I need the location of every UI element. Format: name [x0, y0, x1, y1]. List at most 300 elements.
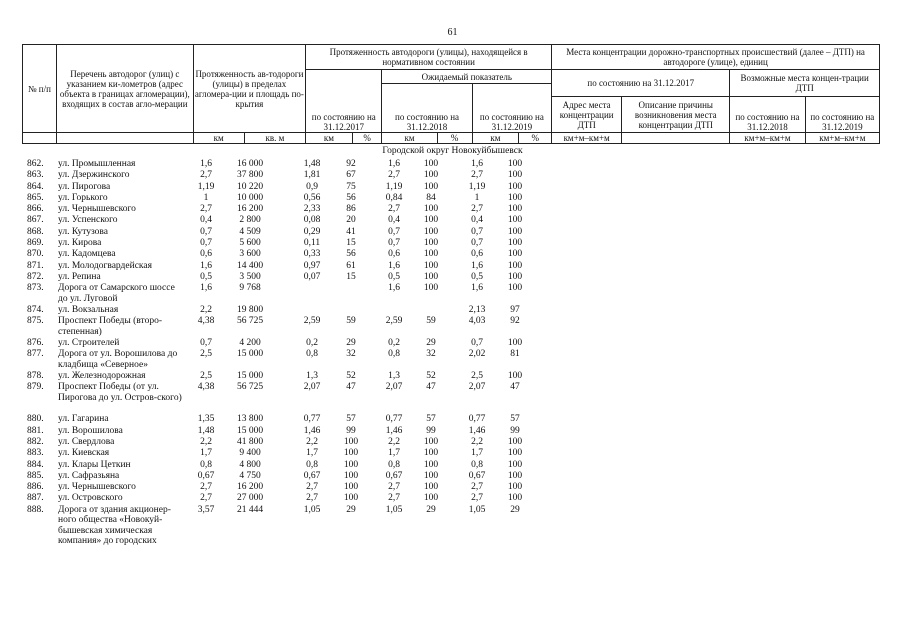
cell-s17p: 100 — [343, 459, 359, 470]
cell-s18km: 0,5 — [388, 271, 400, 282]
cell-s19km: 0,7 — [471, 226, 483, 237]
cell-s17km: 0,08 — [303, 215, 321, 226]
header-num: № п/п — [23, 45, 57, 133]
cell-s17p: 56 — [346, 249, 356, 260]
cell-s19p: 29 — [510, 504, 520, 515]
cell-km: 1,6 — [200, 159, 212, 169]
cell-kvm: 16 200 — [236, 482, 264, 493]
cell-s18km: 1,19 — [385, 181, 403, 192]
unit-kvm: кв. м — [244, 133, 306, 144]
unit-km-2018: км — [382, 133, 437, 144]
cell-num: 881. — [27, 425, 44, 436]
cell-s19p: 100 — [507, 215, 523, 226]
header-possible: Возможные места концен-трации ДТП — [730, 70, 880, 97]
table-row — [0, 505, 905, 548]
cell-s19p: 100 — [507, 226, 523, 237]
cell-num: 875. — [27, 316, 44, 327]
cell-km: 4,38 — [197, 382, 215, 393]
cell-kvm: 4 509 — [239, 226, 261, 237]
cell-num: 867. — [27, 215, 44, 226]
cell-s17km: 0,77 — [303, 414, 321, 425]
cell-s19km: 2,7 — [471, 204, 483, 215]
cell-km: 2,2 — [200, 436, 212, 447]
cell-name: ул. Гагарина — [58, 414, 109, 425]
cell-num: 868. — [27, 226, 44, 237]
cell-s19p: 100 — [507, 204, 523, 215]
cell-s17km: 2,07 — [303, 382, 321, 393]
cell-s18km: 1,6 — [388, 283, 400, 294]
cell-name: ул. Пирогова — [58, 181, 111, 192]
unit-pct-2018: % — [437, 133, 472, 144]
cell-num: 870. — [27, 249, 44, 260]
cell-s18p: 47 — [426, 382, 436, 393]
unit-kmm-2018: км+м–км+м — [730, 133, 805, 144]
cell-km: 2,7 — [200, 493, 212, 504]
table-row — [0, 182, 905, 193]
cell-s17p: 86 — [346, 204, 356, 215]
cell-name: ул. Ворошилова — [58, 425, 123, 436]
cell-s19p: 100 — [507, 192, 523, 203]
cell-s18p: 57 — [426, 414, 436, 425]
table-row — [0, 261, 905, 272]
cell-s18p: 100 — [423, 436, 439, 447]
cell-km: 0,7 — [200, 226, 212, 237]
table-row — [0, 426, 905, 437]
cell-kvm: 5 600 — [239, 238, 261, 249]
unit-empty-name — [56, 133, 193, 144]
header-as-of-2018-possible: по состоянию на 31.12.2018 — [730, 97, 805, 133]
table-header — [22, 44, 880, 144]
cell-km: 0,7 — [200, 337, 212, 348]
cell-s17p: 100 — [343, 448, 359, 459]
cell-s19p: 97 — [510, 304, 520, 315]
unit-km-2019: км — [472, 133, 519, 144]
cell-kvm: 41 800 — [236, 436, 264, 447]
cell-s18km: 1,3 — [388, 370, 400, 381]
cell-s19km: 1,19 — [468, 181, 486, 192]
cell-kvm: 10 220 — [236, 181, 264, 192]
cell-s18km: 0,2 — [388, 337, 400, 348]
cell-name: Дорога от здания акционер-ного общества «Новокуй-бышевская химическая компания» до городских — [58, 504, 171, 546]
table-row — [0, 227, 905, 238]
cell-s19p: 100 — [507, 170, 523, 181]
cell-s18km: 1,46 — [385, 425, 403, 436]
table-row — [0, 437, 905, 448]
cell-s19p: 100 — [507, 459, 523, 470]
cell-num: 866. — [27, 204, 44, 215]
header-as-of-2019: по состоянию на 31.12.2019 — [472, 84, 552, 133]
cell-name: ул. Строителей — [58, 337, 120, 348]
cell-s18km: 0,7 — [388, 238, 400, 249]
header-dtp-2017: по состоянию на 31.12.2017 — [552, 70, 730, 97]
cell-num: 880. — [27, 414, 44, 425]
cell-kvm: 3 600 — [239, 249, 261, 260]
cell-s18p: 100 — [423, 493, 439, 504]
cell-num: 864. — [27, 181, 44, 192]
cell-s17p: 92 — [346, 159, 356, 169]
cell-kvm: 4 800 — [239, 459, 261, 470]
cell-km: 1,6 — [200, 260, 212, 271]
cell-km: 0,4 — [200, 215, 212, 226]
table-row — [0, 272, 905, 283]
cell-s18p: 100 — [423, 215, 439, 226]
cell-km: 1,19 — [197, 181, 215, 192]
cell-s17p: 67 — [346, 170, 356, 181]
cell-name: ул. Кадомцева — [58, 249, 116, 260]
cell-s17km: 0,9 — [306, 181, 318, 192]
cell-s19km: 4,03 — [468, 316, 486, 327]
cell-s18km: 0,4 — [388, 215, 400, 226]
cell-s17km: 0,29 — [303, 226, 321, 237]
table-row — [0, 159, 905, 170]
cell-num: 877. — [27, 349, 44, 360]
cell-num: 886. — [27, 482, 44, 493]
cell-s18p: 100 — [423, 448, 439, 459]
cell-name: ул. Репина — [58, 271, 101, 282]
cell-kvm: 21 444 — [236, 504, 264, 515]
cell-s19km: 0,5 — [471, 271, 483, 282]
table-row — [0, 193, 905, 204]
cell-num: 888. — [27, 504, 44, 515]
cell-km: 1 — [203, 192, 209, 203]
cell-s17p: 15 — [346, 238, 356, 249]
cell-num: 862. — [27, 159, 44, 169]
cell-num: 873. — [27, 283, 44, 294]
cell-s19km: 0,4 — [471, 215, 483, 226]
cell-s19p: 100 — [507, 482, 523, 493]
cell-kvm: 13 800 — [236, 414, 264, 425]
cell-s19p: 100 — [507, 493, 523, 504]
cell-kvm: 10 000 — [236, 192, 264, 203]
cell-s19p: 100 — [507, 337, 523, 348]
table-row — [0, 283, 905, 305]
header-dtp: Места концентрации дорожно-транспортных происшествий (далее – ДТП) на автодороге (улице), единиц — [552, 45, 880, 70]
cell-s19km: 0,8 — [471, 459, 483, 470]
cell-s19p: 100 — [507, 159, 523, 169]
cell-s19km: 0,6 — [471, 249, 483, 260]
table-row — [0, 349, 905, 371]
cell-name: ул. Островского — [58, 493, 123, 504]
cell-km: 0,8 — [200, 459, 212, 470]
table-row — [0, 338, 905, 349]
cell-km: 2,7 — [200, 482, 212, 493]
cell-s17p: 99 — [346, 425, 356, 436]
cell-s17p: 20 — [346, 215, 356, 226]
table-row — [0, 482, 905, 493]
cell-s17p: 61 — [346, 260, 356, 271]
cell-s19km: 0,77 — [468, 414, 486, 425]
cell-s17p: 56 — [346, 192, 356, 203]
cell-s18p: 29 — [426, 337, 436, 348]
cell-s18p: 84 — [426, 192, 436, 203]
cell-num: 871. — [27, 260, 44, 271]
cell-s19p: 100 — [507, 238, 523, 249]
cell-s18km: 2,07 — [385, 382, 403, 393]
cell-s19km: 1,7 — [471, 448, 483, 459]
cell-kvm: 19 800 — [236, 304, 264, 315]
cell-s17km: 0,2 — [306, 337, 318, 348]
cell-s19km: 1 — [474, 192, 480, 203]
cell-kvm: 15 000 — [236, 349, 264, 360]
cell-kvm: 16 000 — [236, 159, 264, 169]
cell-s17p: 15 — [346, 271, 356, 282]
header-reason: Описание причины возникновения места концентрации ДТП — [622, 97, 730, 133]
table-row — [0, 414, 905, 425]
cell-kvm: 4 750 — [239, 470, 261, 481]
cell-s17p: 32 — [346, 349, 356, 360]
cell-km: 2,7 — [200, 204, 212, 215]
cell-s18km: 1,6 — [388, 260, 400, 271]
table-row — [0, 371, 905, 382]
cell-s17km: 2,33 — [303, 204, 321, 215]
cell-s18p: 100 — [423, 249, 439, 260]
cell-s18km: 0,67 — [385, 470, 403, 481]
cell-s19p: 47 — [510, 382, 520, 393]
cell-kvm: 2 800 — [239, 215, 261, 226]
cell-s18km: 1,05 — [385, 504, 403, 515]
cell-kvm: 15 000 — [236, 370, 264, 381]
table-row — [0, 204, 905, 215]
cell-num: 872. — [27, 271, 44, 282]
cell-s19km: 1,6 — [471, 159, 483, 169]
cell-num: 879. — [27, 382, 44, 393]
cell-name: Дорога от ул. Ворошилова до кладбища «Северное» — [58, 349, 178, 370]
cell-km: 2,5 — [200, 349, 212, 360]
cell-name: ул. Успенского — [58, 215, 118, 226]
cell-s17km: 1,3 — [306, 370, 318, 381]
cell-s18p: 100 — [423, 238, 439, 249]
cell-s18km: 1,7 — [388, 448, 400, 459]
cell-name: ул. Чернышевского — [58, 204, 136, 215]
cell-s18km: 2,2 — [388, 436, 400, 447]
cell-s17km: 0,56 — [303, 192, 321, 203]
table-row — [0, 460, 905, 471]
cell-s18km: 0,84 — [385, 192, 403, 203]
cell-num: 878. — [27, 370, 44, 381]
table-row — [0, 493, 905, 504]
cell-num: 884. — [27, 459, 44, 470]
cell-s19km: 1,6 — [471, 260, 483, 271]
cell-s19km: 2,7 — [471, 493, 483, 504]
header-expected: Ожидаемый показатель — [382, 70, 552, 84]
cell-km: 0,6 — [200, 249, 212, 260]
cell-kvm: 37 800 — [236, 170, 264, 181]
cell-s17p: 100 — [343, 493, 359, 504]
cell-s17p: 100 — [343, 436, 359, 447]
cell-num: 883. — [27, 448, 44, 459]
cell-s18p: 100 — [423, 226, 439, 237]
cell-name: ул. Дзержинского — [58, 170, 130, 181]
cell-name: ул. Вокзальная — [58, 304, 119, 315]
cell-s19km: 2,13 — [468, 304, 486, 315]
table-row — [0, 471, 905, 482]
cell-s17p: 47 — [346, 382, 356, 393]
cell-kvm: 56 725 — [236, 316, 264, 327]
header-as-of-2017: по состоянию на 31.12.2017 — [306, 70, 382, 133]
cell-km: 0,5 — [200, 271, 212, 282]
cell-s18km: 0,77 — [385, 414, 403, 425]
cell-s17km: 0,33 — [303, 249, 321, 260]
table-body — [0, 159, 905, 547]
cell-s17p: 100 — [343, 482, 359, 493]
cell-s18km: 0,7 — [388, 226, 400, 237]
header-as-of-2018: по состоянию на 31.12.2018 — [382, 84, 472, 133]
cell-s17p: 59 — [346, 316, 356, 327]
header-list: Перечень автодорог (улиц) с указанием ки-лометров (адрес объекта в границах агломерации), входящих в состав агло-мерации — [56, 45, 193, 133]
cell-s18p: 100 — [423, 470, 439, 481]
unit-empty-num — [23, 133, 57, 144]
unit-kmm-2019: км+м–км+м — [805, 133, 879, 144]
cell-km: 0,7 — [200, 238, 212, 249]
cell-s17p: 41 — [346, 226, 356, 237]
cell-s18p: 100 — [423, 283, 439, 294]
cell-s18p: 100 — [423, 271, 439, 282]
cell-s19p: 99 — [510, 425, 520, 436]
table-row — [0, 382, 905, 414]
cell-name: Проспект Победы (от ул. Пирогова до ул. Остров-ского) — [58, 382, 182, 403]
unit-kmm-address: км+м–км+м — [552, 133, 622, 144]
cell-kvm: 16 200 — [236, 204, 264, 215]
cell-s19km: 2,2 — [471, 436, 483, 447]
table-row — [0, 215, 905, 226]
cell-s18km: 2,59 — [385, 316, 403, 327]
unit-km: км — [193, 133, 244, 144]
cell-s17km: 1,7 — [306, 448, 318, 459]
cell-name: ул. Промышленная — [58, 159, 136, 169]
cell-s19p: 100 — [507, 181, 523, 192]
cell-km: 1,7 — [200, 448, 212, 459]
cell-kvm: 15 000 — [236, 425, 264, 436]
cell-s18km: 2,7 — [388, 170, 400, 181]
cell-num: 874. — [27, 304, 44, 315]
cell-km: 1,48 — [197, 425, 215, 436]
cell-s18km: 2,7 — [388, 482, 400, 493]
table-row — [0, 305, 905, 316]
cell-name: ул. Свердлова — [58, 436, 115, 447]
cell-name: ул. Кирова — [58, 238, 102, 249]
cell-s18p: 100 — [423, 204, 439, 215]
unit-pct-2019: % — [519, 133, 552, 144]
cell-s19p: 100 — [507, 283, 523, 294]
cell-s18p: 59 — [426, 316, 436, 327]
cell-name: ул. Клары Цеткин — [58, 459, 131, 470]
cell-s19p: 81 — [510, 349, 520, 360]
cell-s19km: 2,7 — [471, 170, 483, 181]
cell-s17km: 2,7 — [306, 493, 318, 504]
cell-name: ул. Чернышевского — [58, 482, 136, 493]
cell-km: 1,6 — [200, 283, 212, 294]
cell-s19km: 0,7 — [471, 337, 483, 348]
cell-s18p: 99 — [426, 425, 436, 436]
cell-num: 865. — [27, 192, 44, 203]
cell-s19p: 100 — [507, 470, 523, 481]
cell-s19p: 100 — [507, 260, 523, 271]
cell-s17km: 0,8 — [306, 459, 318, 470]
cell-s19p: 57 — [510, 414, 520, 425]
cell-km: 1,35 — [197, 414, 215, 425]
table-row — [0, 170, 905, 181]
cell-s18p: 100 — [423, 181, 439, 192]
cell-s17km: 2,2 — [306, 436, 318, 447]
cell-s18km: 2,7 — [388, 493, 400, 504]
cell-s19p: 100 — [507, 271, 523, 282]
cell-kvm: 9 768 — [239, 283, 261, 294]
cell-km: 2,2 — [200, 304, 212, 315]
cell-kvm: 27 000 — [236, 493, 264, 504]
cell-s18p: 100 — [423, 260, 439, 271]
cell-s18km: 1,6 — [388, 159, 400, 169]
cell-s17km: 0,67 — [303, 470, 321, 481]
cell-s17km: 0,07 — [303, 271, 321, 282]
cell-name: ул. Сафразьяна — [58, 470, 120, 481]
header-as-of-2019-possible: по состоянию на 31.12.2019 — [805, 97, 879, 133]
header-length: Протяженность ав-тодороги (улицы) в пределах агломера-ции и площадь по-крытия — [193, 45, 305, 133]
cell-s19km: 1,6 — [471, 283, 483, 294]
cell-s17p: 75 — [346, 181, 356, 192]
cell-s19km: 2,7 — [471, 482, 483, 493]
cell-s19p: 100 — [507, 448, 523, 459]
table-row — [0, 448, 905, 459]
cell-s18km: 0,8 — [388, 349, 400, 360]
cell-s18p: 100 — [423, 459, 439, 470]
cell-kvm: 14 400 — [236, 260, 264, 271]
cell-km: 2,5 — [200, 370, 212, 381]
cell-kvm: 3 500 — [239, 271, 261, 282]
cell-s19km: 0,67 — [468, 470, 486, 481]
cell-km: 3,57 — [197, 504, 215, 515]
cell-s18km: 0,6 — [388, 249, 400, 260]
cell-s17p: 57 — [346, 414, 356, 425]
cell-s17km: 0,11 — [303, 238, 321, 249]
cell-s17p: 29 — [346, 337, 356, 348]
cell-num: 882. — [27, 436, 44, 447]
cell-s17km: 0,97 — [303, 260, 321, 271]
cell-s17p: 29 — [346, 504, 356, 515]
unit-empty-reason — [622, 133, 730, 144]
cell-s18p: 32 — [426, 349, 436, 360]
cell-name: Дорога от Самарского шоссе до ул. Луговой — [58, 283, 175, 304]
cell-s17km: 1,46 — [303, 425, 321, 436]
cell-s19km: 2,5 — [471, 370, 483, 381]
table-row — [0, 238, 905, 249]
cell-s19km: 1,46 — [468, 425, 486, 436]
cell-s17km: 0,8 — [306, 349, 318, 360]
cell-s18p: 100 — [423, 170, 439, 181]
page-number: 61 — [447, 27, 458, 38]
cell-name: ул. Горького — [58, 192, 108, 203]
section-title: Городской округ Новокуйбышевск — [382, 146, 523, 156]
cell-kvm: 56 725 — [236, 382, 264, 393]
header-address: Адрес места концентрации ДТП — [552, 97, 622, 133]
cell-s19km: 2,07 — [468, 382, 486, 393]
cell-s18p: 52 — [426, 370, 436, 381]
cell-s18p: 29 — [426, 504, 436, 515]
cell-km: 4,38 — [197, 316, 215, 327]
unit-km-2017: км — [306, 133, 353, 144]
cell-km: 2,7 — [200, 170, 212, 181]
cell-s17km: 2,7 — [306, 482, 318, 493]
cell-name: Проспект Победы (второ-степенная) — [58, 316, 162, 337]
cell-s19km: 1,05 — [468, 504, 486, 515]
cell-kvm: 4 200 — [239, 337, 261, 348]
cell-num: 876. — [27, 337, 44, 348]
unit-pct-2017: % — [352, 133, 382, 144]
cell-name: ул. Кутузова — [58, 226, 108, 237]
cell-s18p: 100 — [423, 482, 439, 493]
cell-name: ул. Железнодорожная — [58, 370, 146, 381]
cell-name: ул. Молодогвардейская — [58, 260, 152, 271]
cell-s19p: 100 — [507, 249, 523, 260]
